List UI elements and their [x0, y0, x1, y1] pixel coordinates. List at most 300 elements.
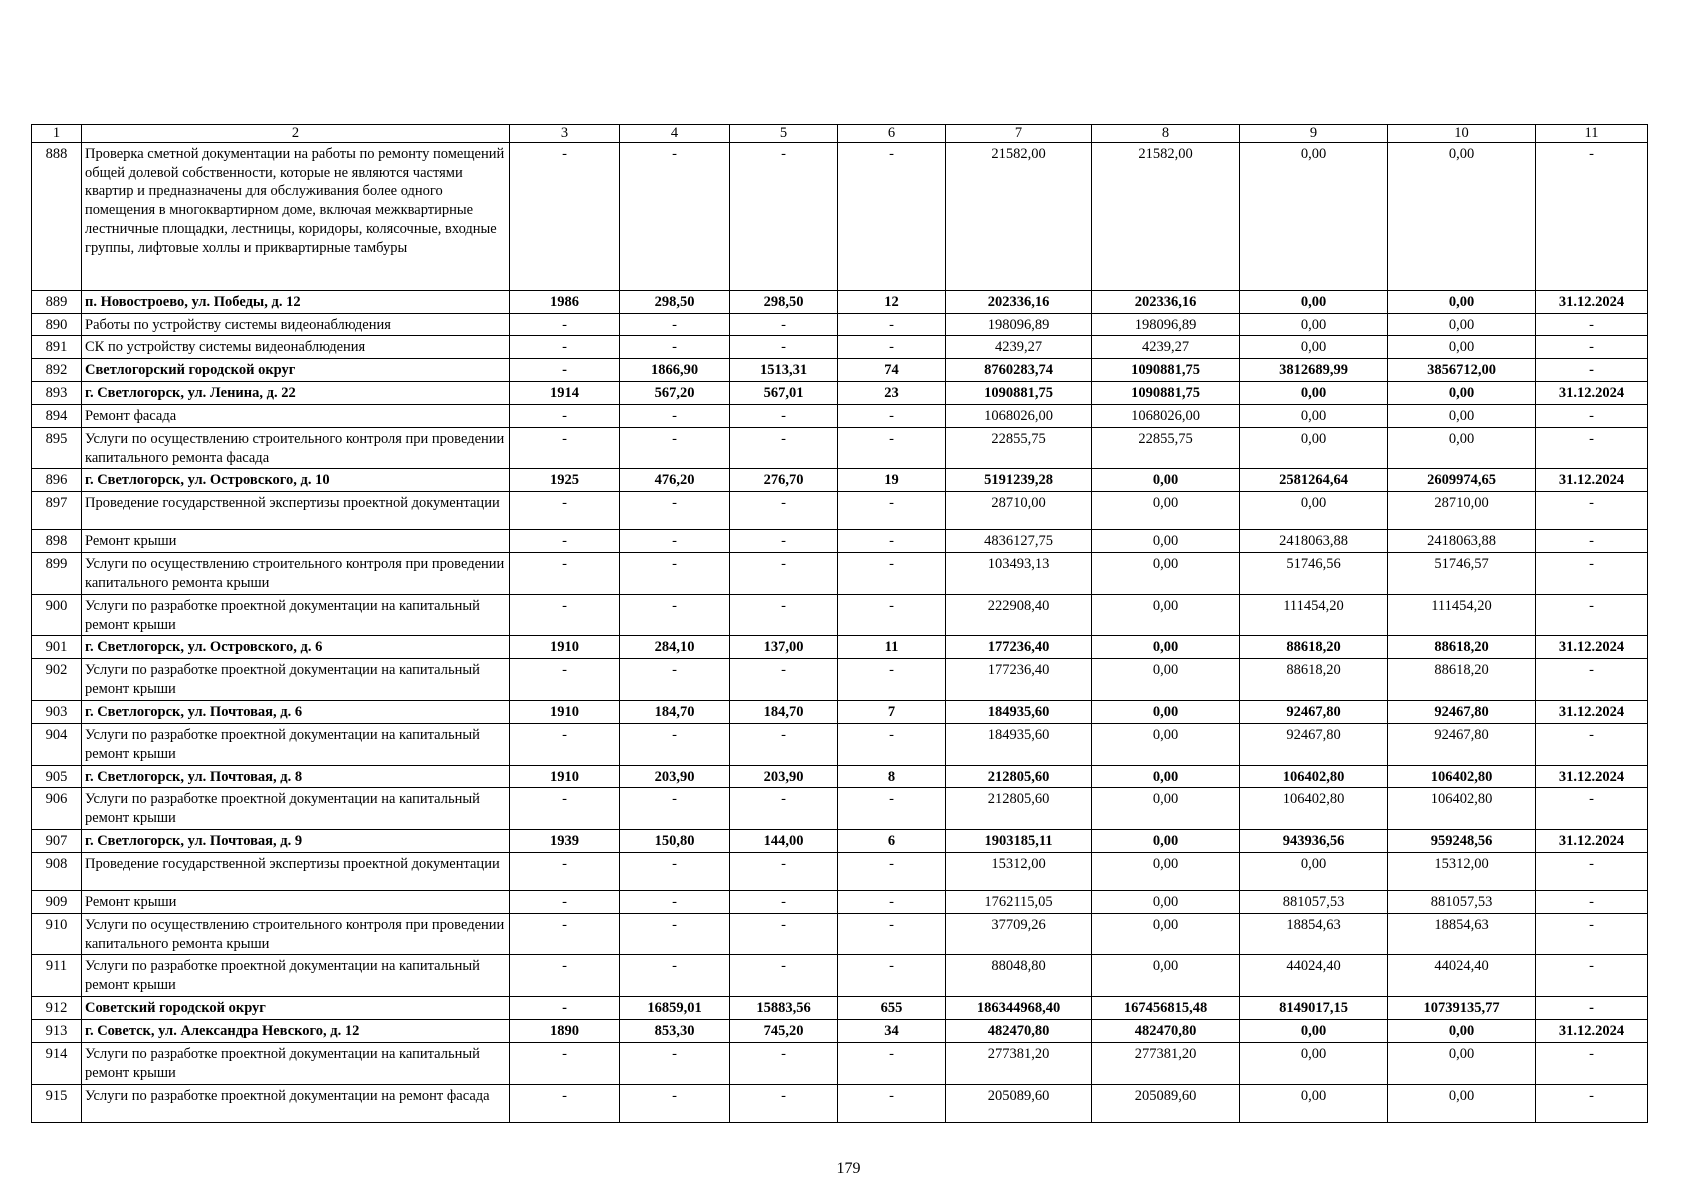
column-header: 11 — [1536, 125, 1648, 143]
value-cell-c4: 150,80 — [620, 830, 730, 853]
row-name-cell: Работы по устройству системы видеонаблюдения — [82, 313, 510, 336]
value-cell-c11: - — [1536, 427, 1648, 469]
value-cell-c3: 1939 — [510, 830, 620, 853]
value-cell-c6: - — [838, 492, 946, 530]
value-cell-c11: - — [1536, 359, 1648, 382]
value-cell-c6: - — [838, 1084, 946, 1122]
value-cell-c7: 4239,27 — [946, 336, 1092, 359]
value-cell-c8: 1090881,75 — [1092, 359, 1240, 382]
value-cell-c7: 103493,13 — [946, 553, 1092, 595]
value-cell-c8: 21582,00 — [1092, 142, 1240, 290]
value-cell-c10: 0,00 — [1388, 336, 1536, 359]
value-cell-c4: 298,50 — [620, 290, 730, 313]
value-cell-c7: 1090881,75 — [946, 382, 1092, 405]
value-cell-c4: - — [620, 594, 730, 636]
value-cell-c8: 1090881,75 — [1092, 382, 1240, 405]
row-number-cell: 888 — [32, 142, 82, 290]
value-cell-c9: 92467,80 — [1240, 701, 1388, 724]
value-cell-c3: - — [510, 913, 620, 955]
row-number-cell: 897 — [32, 492, 82, 530]
value-cell-c3: - — [510, 530, 620, 553]
row-number-cell: 901 — [32, 636, 82, 659]
value-cell-c10: 0,00 — [1388, 382, 1536, 405]
value-cell-c6: - — [838, 553, 946, 595]
table-row — [32, 530, 1648, 553]
value-cell-c7: 1903185,11 — [946, 830, 1092, 853]
column-header: 2 — [82, 125, 510, 143]
row-name-cell: Ремонт крыши — [82, 530, 510, 553]
value-cell-c9: 0,00 — [1240, 1042, 1388, 1084]
value-cell-c3: - — [510, 594, 620, 636]
value-cell-c4: 184,70 — [620, 701, 730, 724]
value-cell-c9: 2581264,64 — [1240, 469, 1388, 492]
value-cell-c4: - — [620, 852, 730, 890]
value-cell-c9: 0,00 — [1240, 382, 1388, 405]
table-row — [32, 997, 1648, 1020]
value-cell-c5: 144,00 — [730, 830, 838, 853]
value-cell-c3: - — [510, 427, 620, 469]
value-cell-c4: - — [620, 404, 730, 427]
value-cell-c11: - — [1536, 788, 1648, 830]
value-cell-c4: - — [620, 723, 730, 765]
value-cell-c11: 31.12.2024 — [1536, 382, 1648, 405]
value-cell-c10: 92467,80 — [1388, 701, 1536, 724]
table-row — [32, 659, 1648, 701]
value-cell-c7: 177236,40 — [946, 636, 1092, 659]
value-cell-c7: 212805,60 — [946, 788, 1092, 830]
value-cell-c4: - — [620, 1084, 730, 1122]
value-cell-c3: - — [510, 553, 620, 595]
row-number-cell: 912 — [32, 997, 82, 1020]
value-cell-c4: - — [620, 427, 730, 469]
row-name-cell: Ремонт фасада — [82, 404, 510, 427]
column-header: 9 — [1240, 125, 1388, 143]
value-cell-c3: - — [510, 359, 620, 382]
table-row — [32, 469, 1648, 492]
value-cell-c4: 203,90 — [620, 765, 730, 788]
value-cell-c9: 0,00 — [1240, 336, 1388, 359]
value-cell-c8: 4239,27 — [1092, 336, 1240, 359]
row-name-cell: г. Светлогорск, ул. Почтовая, д. 8 — [82, 765, 510, 788]
value-cell-c6: - — [838, 336, 946, 359]
value-cell-c3: - — [510, 955, 620, 997]
value-cell-c9: 8149017,15 — [1240, 997, 1388, 1020]
value-cell-c11: - — [1536, 142, 1648, 290]
value-cell-c10: 0,00 — [1388, 1084, 1536, 1122]
value-cell-c9: 18854,63 — [1240, 913, 1388, 955]
value-cell-c6: 12 — [838, 290, 946, 313]
value-cell-c9: 106402,80 — [1240, 788, 1388, 830]
value-cell-c9: 106402,80 — [1240, 765, 1388, 788]
value-cell-c7: 177236,40 — [946, 659, 1092, 701]
row-name-cell: Услуги по разработке проектной документации на капитальный ремонт крыши — [82, 955, 510, 997]
table-row — [32, 553, 1648, 595]
value-cell-c8: 0,00 — [1092, 765, 1240, 788]
row-number-cell: 910 — [32, 913, 82, 955]
row-number-cell: 909 — [32, 890, 82, 913]
value-cell-c11: 31.12.2024 — [1536, 830, 1648, 853]
value-cell-c10: 0,00 — [1388, 142, 1536, 290]
value-cell-c3: 1986 — [510, 290, 620, 313]
row-number-cell: 899 — [32, 553, 82, 595]
table-row — [32, 1084, 1648, 1122]
value-cell-c6: - — [838, 594, 946, 636]
value-cell-c10: 2609974,65 — [1388, 469, 1536, 492]
value-cell-c6: - — [838, 723, 946, 765]
table-row — [32, 427, 1648, 469]
value-cell-c11: - — [1536, 594, 1648, 636]
page-number: 179 — [836, 1160, 861, 1177]
table-row — [32, 313, 1648, 336]
value-cell-c8: 0,00 — [1092, 636, 1240, 659]
value-cell-c5: 1513,31 — [730, 359, 838, 382]
value-cell-c3: - — [510, 1042, 620, 1084]
value-cell-c9: 0,00 — [1240, 1084, 1388, 1122]
value-cell-c6: 7 — [838, 701, 946, 724]
value-cell-c11: - — [1536, 492, 1648, 530]
value-cell-c8: 0,00 — [1092, 890, 1240, 913]
value-cell-c10: 0,00 — [1388, 290, 1536, 313]
value-cell-c9: 88618,20 — [1240, 659, 1388, 701]
value-cell-c3: - — [510, 336, 620, 359]
value-cell-c3: 1925 — [510, 469, 620, 492]
value-cell-c10: 15312,00 — [1388, 852, 1536, 890]
value-cell-c7: 205089,60 — [946, 1084, 1092, 1122]
value-cell-c5: 203,90 — [730, 765, 838, 788]
table-row — [32, 913, 1648, 955]
value-cell-c4: - — [620, 913, 730, 955]
value-cell-c6: - — [838, 404, 946, 427]
value-cell-c6: 6 — [838, 830, 946, 853]
row-name-cell: СК по устройству системы видеонаблюдения — [82, 336, 510, 359]
value-cell-c4: - — [620, 530, 730, 553]
row-number-cell: 903 — [32, 701, 82, 724]
value-cell-c5: - — [730, 553, 838, 595]
value-cell-c11: - — [1536, 955, 1648, 997]
value-cell-c4: - — [620, 890, 730, 913]
row-number-cell: 913 — [32, 1019, 82, 1042]
value-cell-c7: 222908,40 — [946, 594, 1092, 636]
value-cell-c8: 0,00 — [1092, 723, 1240, 765]
value-cell-c5: - — [730, 913, 838, 955]
value-cell-c7: 184935,60 — [946, 723, 1092, 765]
value-cell-c11: 31.12.2024 — [1536, 636, 1648, 659]
value-cell-c8: 0,00 — [1092, 852, 1240, 890]
value-cell-c5: - — [730, 955, 838, 997]
row-name-cell: г. Светлогорск, ул. Почтовая, д. 6 — [82, 701, 510, 724]
value-cell-c4: - — [620, 1042, 730, 1084]
table-row — [32, 1019, 1648, 1042]
value-cell-c7: 1762115,05 — [946, 890, 1092, 913]
value-cell-c4: 284,10 — [620, 636, 730, 659]
row-number-cell: 894 — [32, 404, 82, 427]
table-row — [32, 723, 1648, 765]
value-cell-c8: 482470,80 — [1092, 1019, 1240, 1042]
value-cell-c11: - — [1536, 913, 1648, 955]
value-cell-c4: 16859,01 — [620, 997, 730, 1020]
value-cell-c7: 28710,00 — [946, 492, 1092, 530]
value-cell-c6: - — [838, 427, 946, 469]
value-cell-c7: 1068026,00 — [946, 404, 1092, 427]
value-cell-c5: - — [730, 530, 838, 553]
row-number-cell: 906 — [32, 788, 82, 830]
value-cell-c10: 10739135,77 — [1388, 997, 1536, 1020]
value-cell-c7: 198096,89 — [946, 313, 1092, 336]
row-name-cell: Услуги по разработке проектной документации на капитальный ремонт крыши — [82, 659, 510, 701]
row-name-cell: Услуги по разработке проектной документации на капитальный ремонт крыши — [82, 1042, 510, 1084]
table-row — [32, 142, 1648, 290]
table-row — [32, 890, 1648, 913]
row-number-cell: 914 — [32, 1042, 82, 1084]
table-row — [32, 492, 1648, 530]
value-cell-c5: - — [730, 427, 838, 469]
column-number-row — [32, 125, 1648, 143]
value-cell-c7: 4836127,75 — [946, 530, 1092, 553]
row-name-cell: г. Светлогорск, ул. Островского, д. 6 — [82, 636, 510, 659]
value-cell-c9: 0,00 — [1240, 313, 1388, 336]
value-cell-c7: 202336,16 — [946, 290, 1092, 313]
row-number-cell: 907 — [32, 830, 82, 853]
value-cell-c6: - — [838, 313, 946, 336]
table-row — [32, 594, 1648, 636]
value-cell-c9: 111454,20 — [1240, 594, 1388, 636]
value-cell-c10: 106402,80 — [1388, 788, 1536, 830]
row-name-cell: Услуги по осуществлению строительного контроля при проведении капитального ремонта крыши — [82, 553, 510, 595]
row-number-cell: 915 — [32, 1084, 82, 1122]
value-cell-c10: 28710,00 — [1388, 492, 1536, 530]
value-cell-c9: 51746,56 — [1240, 553, 1388, 595]
value-cell-c9: 3812689,99 — [1240, 359, 1388, 382]
value-cell-c8: 0,00 — [1092, 913, 1240, 955]
value-cell-c9: 44024,40 — [1240, 955, 1388, 997]
value-cell-c8: 0,00 — [1092, 594, 1240, 636]
value-cell-c5: - — [730, 890, 838, 913]
value-cell-c8: 198096,89 — [1092, 313, 1240, 336]
value-cell-c5: 15883,56 — [730, 997, 838, 1020]
row-number-cell: 905 — [32, 765, 82, 788]
value-cell-c3: - — [510, 890, 620, 913]
value-cell-c8: 205089,60 — [1092, 1084, 1240, 1122]
value-cell-c5: - — [730, 404, 838, 427]
value-cell-c11: - — [1536, 404, 1648, 427]
value-cell-c8: 0,00 — [1092, 701, 1240, 724]
row-number-cell: 908 — [32, 852, 82, 890]
table-row — [32, 955, 1648, 997]
row-name-cell: Советский городской округ — [82, 997, 510, 1020]
value-cell-c9: 0,00 — [1240, 852, 1388, 890]
value-cell-c3: - — [510, 788, 620, 830]
value-cell-c8: 22855,75 — [1092, 427, 1240, 469]
value-cell-c5: 184,70 — [730, 701, 838, 724]
value-cell-c6: 34 — [838, 1019, 946, 1042]
value-cell-c6: - — [838, 142, 946, 290]
capital-repair-table — [31, 124, 1648, 1123]
value-cell-c10: 2418063,88 — [1388, 530, 1536, 553]
value-cell-c3: - — [510, 492, 620, 530]
value-cell-c9: 0,00 — [1240, 1019, 1388, 1042]
row-name-cell: г. Светлогорск, ул. Островского, д. 10 — [82, 469, 510, 492]
value-cell-c5: 745,20 — [730, 1019, 838, 1042]
value-cell-c6: - — [838, 788, 946, 830]
value-cell-c6: 19 — [838, 469, 946, 492]
value-cell-c8: 0,00 — [1092, 830, 1240, 853]
value-cell-c4: 853,30 — [620, 1019, 730, 1042]
value-cell-c8: 167456815,48 — [1092, 997, 1240, 1020]
value-cell-c10: 44024,40 — [1388, 955, 1536, 997]
value-cell-c6: - — [838, 852, 946, 890]
value-cell-c9: 881057,53 — [1240, 890, 1388, 913]
value-cell-c4: 567,20 — [620, 382, 730, 405]
row-name-cell: Услуги по осуществлению строительного контроля при проведении капитального ремонта фасада — [82, 427, 510, 469]
value-cell-c11: - — [1536, 1084, 1648, 1122]
value-cell-c3: - — [510, 142, 620, 290]
value-cell-c8: 277381,20 — [1092, 1042, 1240, 1084]
value-cell-c10: 88618,20 — [1388, 659, 1536, 701]
table-row — [32, 701, 1648, 724]
value-cell-c7: 277381,20 — [946, 1042, 1092, 1084]
row-name-cell: Услуги по осуществлению строительного контроля при проведении капитального ремонта крыши — [82, 913, 510, 955]
value-cell-c7: 88048,80 — [946, 955, 1092, 997]
row-number-cell: 891 — [32, 336, 82, 359]
value-cell-c3: - — [510, 404, 620, 427]
value-cell-c4: - — [620, 553, 730, 595]
value-cell-c5: - — [730, 313, 838, 336]
value-cell-c6: - — [838, 530, 946, 553]
value-cell-c7: 212805,60 — [946, 765, 1092, 788]
table-row — [32, 404, 1648, 427]
value-cell-c11: - — [1536, 313, 1648, 336]
value-cell-c6: 74 — [838, 359, 946, 382]
value-cell-c3: - — [510, 313, 620, 336]
column-header: 6 — [838, 125, 946, 143]
value-cell-c10: 0,00 — [1388, 1019, 1536, 1042]
value-cell-c6: 655 — [838, 997, 946, 1020]
value-cell-c11: - — [1536, 852, 1648, 890]
value-cell-c3: 1910 — [510, 636, 620, 659]
value-cell-c10: 0,00 — [1388, 427, 1536, 469]
value-cell-c7: 8760283,74 — [946, 359, 1092, 382]
value-cell-c9: 0,00 — [1240, 492, 1388, 530]
value-cell-c6: - — [838, 1042, 946, 1084]
table-row — [32, 290, 1648, 313]
value-cell-c6: - — [838, 955, 946, 997]
value-cell-c4: - — [620, 492, 730, 530]
value-cell-c7: 5191239,28 — [946, 469, 1092, 492]
column-header: 4 — [620, 125, 730, 143]
value-cell-c9: 943936,56 — [1240, 830, 1388, 853]
row-name-cell: Услуги по разработке проектной документации на капитальный ремонт крыши — [82, 723, 510, 765]
value-cell-c9: 0,00 — [1240, 427, 1388, 469]
value-cell-c5: - — [730, 142, 838, 290]
value-cell-c5: - — [730, 594, 838, 636]
row-number-cell: 893 — [32, 382, 82, 405]
value-cell-c8: 1068026,00 — [1092, 404, 1240, 427]
column-header: 5 — [730, 125, 838, 143]
value-cell-c5: - — [730, 1084, 838, 1122]
row-name-cell: Ремонт крыши — [82, 890, 510, 913]
value-cell-c5: - — [730, 852, 838, 890]
value-cell-c11: - — [1536, 890, 1648, 913]
value-cell-c11: - — [1536, 1042, 1648, 1084]
row-name-cell: г. Советск, ул. Александра Невского, д. 12 — [82, 1019, 510, 1042]
value-cell-c5: - — [730, 492, 838, 530]
value-cell-c9: 0,00 — [1240, 290, 1388, 313]
table-row — [32, 359, 1648, 382]
value-cell-c3: - — [510, 659, 620, 701]
row-number-cell: 892 — [32, 359, 82, 382]
value-cell-c11: - — [1536, 723, 1648, 765]
value-cell-c3: 1910 — [510, 701, 620, 724]
value-cell-c8: 0,00 — [1092, 659, 1240, 701]
row-name-cell: Услуги по разработке проектной документации на капитальный ремонт крыши — [82, 594, 510, 636]
value-cell-c10: 881057,53 — [1388, 890, 1536, 913]
value-cell-c3: - — [510, 1084, 620, 1122]
value-cell-c11: 31.12.2024 — [1536, 701, 1648, 724]
value-cell-c8: 0,00 — [1092, 530, 1240, 553]
value-cell-c5: - — [730, 336, 838, 359]
value-cell-c10: 0,00 — [1388, 404, 1536, 427]
row-name-cell: Проверка сметной документации на работы по ремонту помещений общей долевой собственности, которые не являются частями квартир и предназначены для обслуживания более одного помещения в многоквартирном доме, включая межквартирные лестничные площадки, лестницы, коридоры, колясочные, входные группы, лифтовые холлы и приквартирные тамбуры — [82, 142, 510, 290]
value-cell-c4: - — [620, 313, 730, 336]
value-cell-c5: - — [730, 723, 838, 765]
value-cell-c7: 15312,00 — [946, 852, 1092, 890]
value-cell-c6: - — [838, 913, 946, 955]
value-cell-c10: 0,00 — [1388, 313, 1536, 336]
value-cell-c10: 51746,57 — [1388, 553, 1536, 595]
row-number-cell: 895 — [32, 427, 82, 469]
table-row — [32, 852, 1648, 890]
column-header: 7 — [946, 125, 1092, 143]
value-cell-c4: 1866,90 — [620, 359, 730, 382]
row-number-cell: 896 — [32, 469, 82, 492]
column-header: 8 — [1092, 125, 1240, 143]
value-cell-c8: 0,00 — [1092, 469, 1240, 492]
value-cell-c3: - — [510, 852, 620, 890]
table-row — [32, 830, 1648, 853]
row-name-cell: п. Новостроево, ул. Победы, д. 12 — [82, 290, 510, 313]
value-cell-c3: 1910 — [510, 765, 620, 788]
row-number-cell: 911 — [32, 955, 82, 997]
value-cell-c6: - — [838, 659, 946, 701]
value-cell-c9: 2418063,88 — [1240, 530, 1388, 553]
value-cell-c7: 186344968,40 — [946, 997, 1092, 1020]
value-cell-c4: - — [620, 955, 730, 997]
value-cell-c5: - — [730, 659, 838, 701]
value-cell-c8: 202336,16 — [1092, 290, 1240, 313]
value-cell-c9: 92467,80 — [1240, 723, 1388, 765]
row-number-cell: 889 — [32, 290, 82, 313]
value-cell-c8: 0,00 — [1092, 492, 1240, 530]
table-row — [32, 636, 1648, 659]
table-row — [32, 336, 1648, 359]
value-cell-c6: 8 — [838, 765, 946, 788]
table-row — [32, 382, 1648, 405]
value-cell-c10: 111454,20 — [1388, 594, 1536, 636]
value-cell-c7: 184935,60 — [946, 701, 1092, 724]
value-cell-c5: - — [730, 788, 838, 830]
row-name-cell: Проведение государственной экспертизы проектной документации — [82, 852, 510, 890]
value-cell-c10: 959248,56 — [1388, 830, 1536, 853]
row-name-cell: Услуги по разработке проектной документации на капитальный ремонт крыши — [82, 788, 510, 830]
value-cell-c4: 476,20 — [620, 469, 730, 492]
value-cell-c3: - — [510, 997, 620, 1020]
column-header: 3 — [510, 125, 620, 143]
value-cell-c7: 482470,80 — [946, 1019, 1092, 1042]
value-cell-c10: 92467,80 — [1388, 723, 1536, 765]
value-cell-c6: - — [838, 890, 946, 913]
row-name-cell: г. Светлогорск, ул. Ленина, д. 22 — [82, 382, 510, 405]
value-cell-c5: 298,50 — [730, 290, 838, 313]
